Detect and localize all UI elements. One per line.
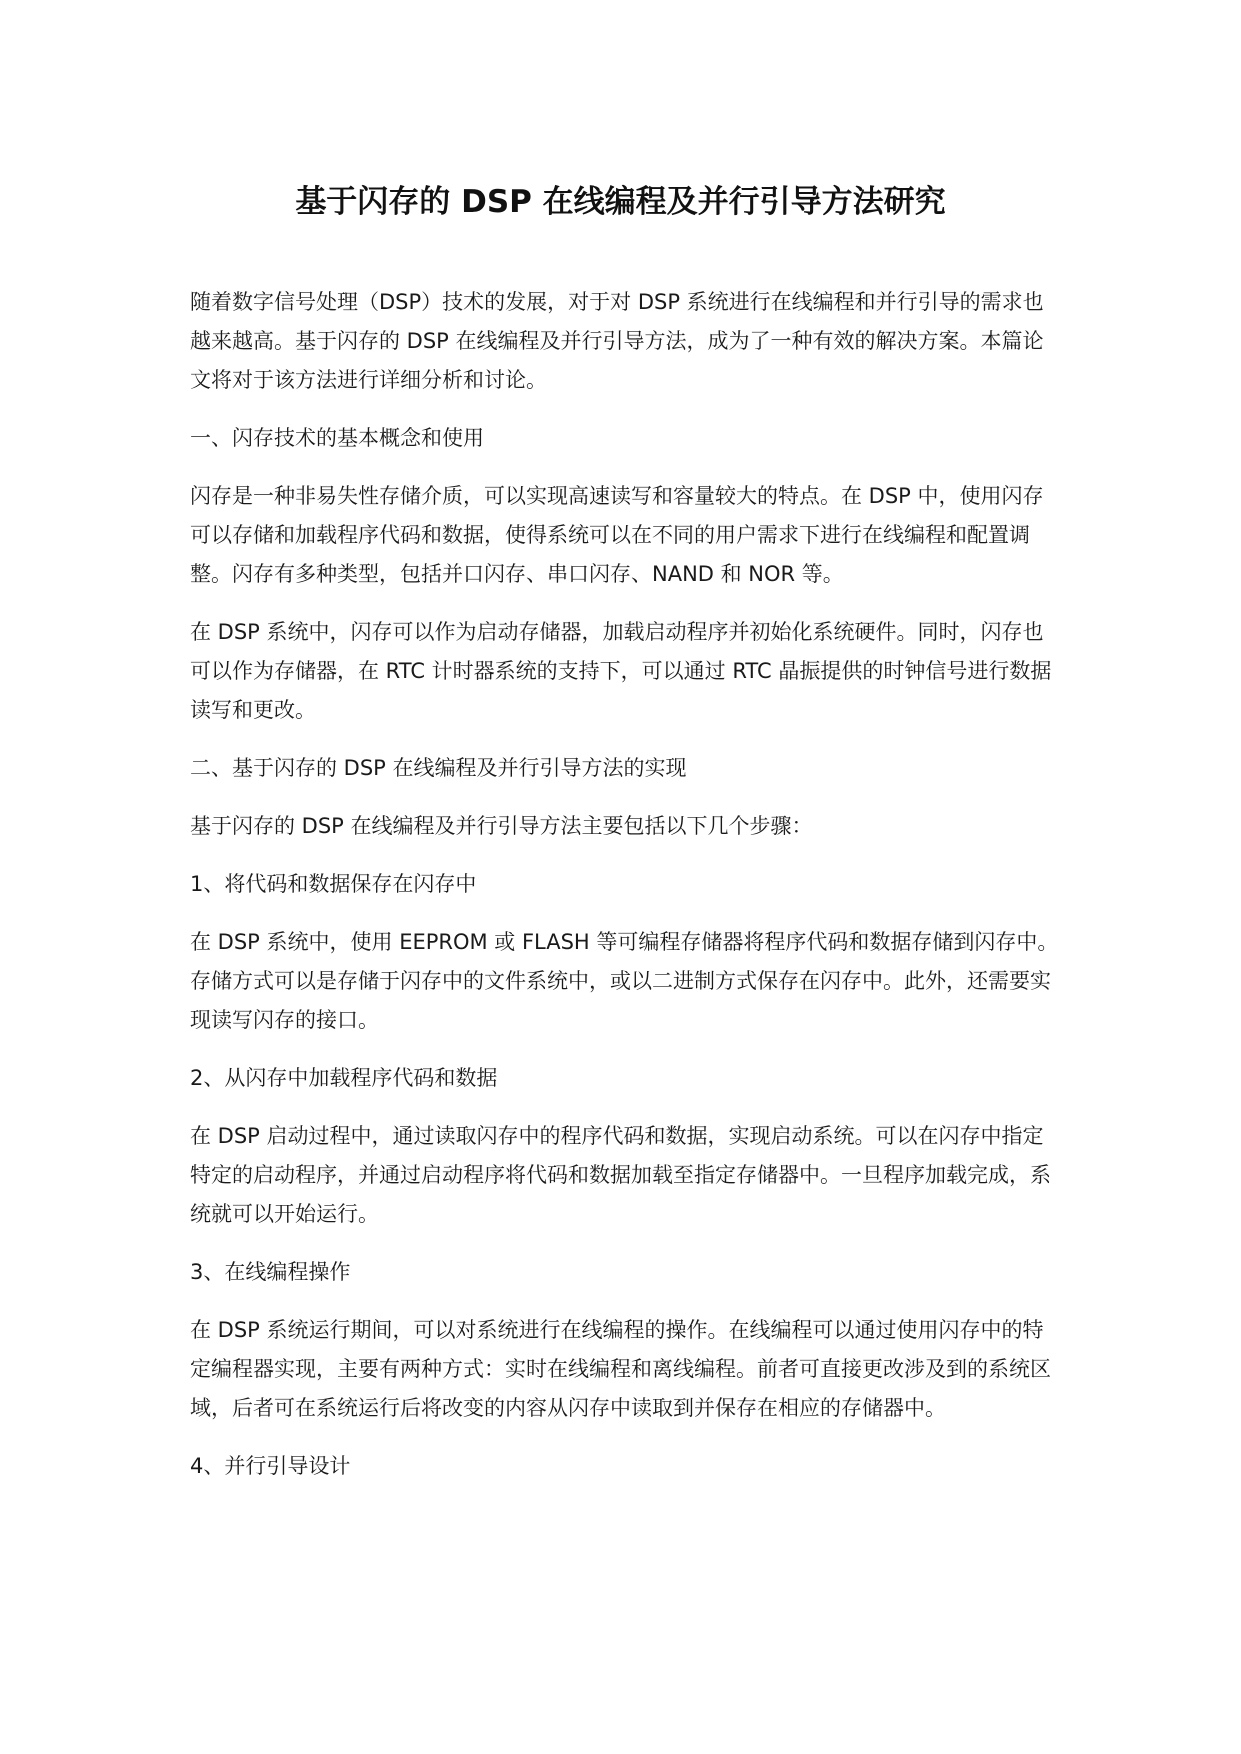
section-heading-2: 二、基于闪存的 DSP 在线编程及并行引导方法的实现 — [190, 756, 687, 780]
step-heading-3: 3、在线编程操作 — [190, 1260, 351, 1284]
body-paragraph: 在 DSP 系统运行期间，可以对系统进行在线编程的操作。在线编程可以通过使用闪存中的特定编程器实现，主要有两种方式：实时在线编程和离线编程。前者可直接更改涉及到的系统区域，后者可在系统运行后将改变的内容从闪存中读取到并保存在相应的存储器中。 — [190, 1318, 1051, 1420]
body-paragraph: 在 DSP 系统中，闪存可以作为启动存储器，加载启动程序并初始化系统硬件。同时，闪存也可以作为存储器，在 RTC 计时器系统的支持下，可以通过 RTC 晶振提供的时钟信号进行数据读写和更改。 — [190, 620, 1052, 722]
intro-paragraph: 随着数字信号处理（DSP）技术的发展，对于对 DSP 系统进行在线编程和并行引导的需求也越来越高。基于闪存的 DSP 在线编程及并行引导方法，成为了一种有效的解决方案。本篇论文将对于该方法进行详细分析和讨论。 — [190, 290, 1044, 392]
body-paragraph: 在 DSP 启动过程中，通过读取闪存中的程序代码和数据，实现启动系统。可以在闪存中指定特定的启动程序，并通过启动程序将代码和数据加载至指定存储器中。一旦程序加载完成，系统就可以开始运行。 — [190, 1124, 1051, 1226]
body-paragraph: 基于闪存的 DSP 在线编程及并行引导方法主要包括以下几个步骤： — [190, 814, 813, 838]
body-paragraph: 闪存是一种非易失性存储介质，可以实现高速读写和容量较大的特点。在 DSP 中，使用闪存可以存储和加载程序代码和数据，使得系统可以在不同的用户需求下进行在线编程和配置调整。闪存有多种类型，包括并口闪存、串口闪存、NAND 和 NOR 等。 — [190, 484, 1044, 586]
section-heading-1: 一、闪存技术的基本概念和使用 — [190, 426, 484, 450]
step-heading-1: 1、将代码和数据保存在闪存中 — [190, 872, 477, 896]
body-paragraph: 在 DSP 系统中，使用 EEPROM 或 FLASH 等可编程存储器将程序代码和数据存储到闪存中。存储方式可以是存储于闪存中的文件系统中，或以二进制方式保存在闪存中。此外，还需要实现读写闪存的接口。 — [190, 930, 1059, 1032]
document-title: 基于闪存的 DSP 在线编程及并行引导方法研究 — [295, 184, 946, 220]
step-heading-2: 2、从闪存中加载程序代码和数据 — [190, 1066, 498, 1090]
document-body — [190, 283, 1060, 1505]
step-heading-4: 4、并行引导设计 — [190, 1454, 351, 1478]
